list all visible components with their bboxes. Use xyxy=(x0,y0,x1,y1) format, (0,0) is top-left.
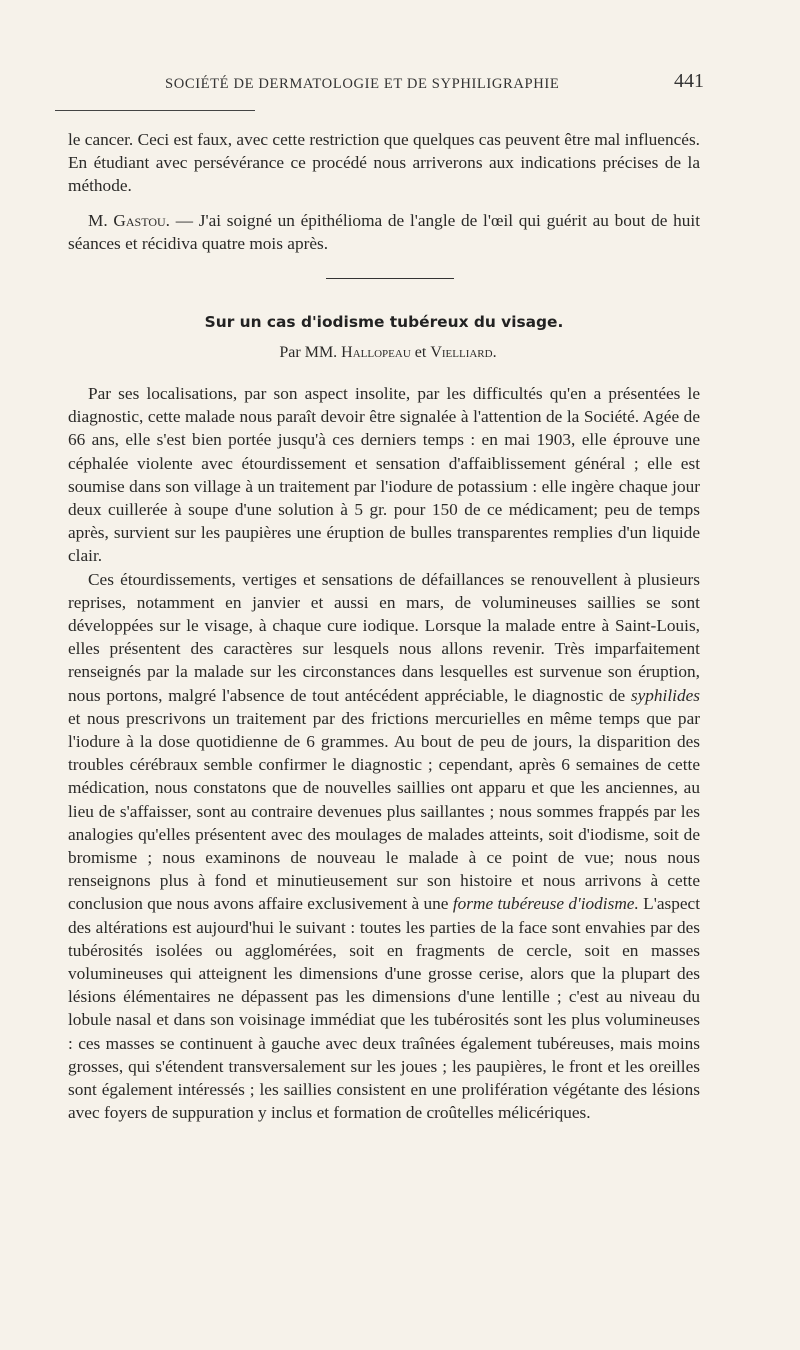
section-divider xyxy=(326,278,454,279)
italic-term-syphilides: syphilides xyxy=(630,685,700,705)
article-body xyxy=(68,382,700,1125)
paragraph-text: Ces étourdissements, vertiges et sensations de défaillances se renouvellent à plusieurs reprises, notamment en janvier et aussi en mars, de volumineuses saillies se sont développées sur le visage, à chaque cure iodique. Lorsque la malade entre à Saint-Louis, elles présentent des caractères sur lesquels nous allons revenir. Très imparfaitement renseignés par la malade sur les circonstances dans lesquelles est survenue son éruption, nous portons, malgré l'absence de tout antécédent appréciable, le diagnostic de xyxy=(68,569,700,705)
byline-end: . xyxy=(492,344,497,361)
paragraph-text xyxy=(68,209,700,255)
running-head xyxy=(125,70,710,96)
byline xyxy=(0,344,776,362)
paragraph-text: le cancer. Ceci est faux, avec cette restriction que quelques cas peuvent être mal influencés. En étudiant avec persévérance ce procédé nous arriverons aux indications précises de la méthode. xyxy=(68,130,700,196)
byline-and: et xyxy=(410,344,431,361)
header-rule xyxy=(55,110,255,111)
italic-term-iodisme: forme tubéreuse d'iodisme. xyxy=(452,894,639,914)
gastou-paragraph xyxy=(68,209,700,255)
article-paragraph-1: Par ses localisations, par son aspect insolite, par les difficultés qu'en a présentées le diagnostic, cette malade nous paraît devoir être signalée à l'attention de la Société. Agée de 66 ans, elle s'est bien portée jusqu'à ces derniers temps : en mai 1903, elle éprouve une céphalée violente avec étourdissement et sensation d'affaiblissement général ; elle est soumise dans son village à un traitement par l'iodure de potassium : elle ingère chaque jour deux cuillerée à soupe d'une solution à 5 gr. pour 150 de ce médicament; peu de temps après, survient sur les paupières une éruption de bulles transparentes remplies d'un liquide clair. xyxy=(68,384,700,566)
article-paragraph-2 xyxy=(68,568,700,1125)
author-vielliard: Vielliard xyxy=(430,344,493,361)
paragraph-text: et nous prescrivons un traitement par des frictions mercurielles en même temps que par l'iodure à la dose quotidienne de 6 grammes. Au bout de peu de jours, la disparition des troubles cérébraux semble confirmer le diagnostic ; cependant, après 6 semaines de cette médication, nous constatons que de nouvelles saillies ont apparu et que les anciennes, au lieu de s'affaisser, sont au contraire devenues plus saillantes ; nous sommes frappés par les analogies qu'elles présentent avec des moulages de malades atteints, soit d'iodisme, soit de bromisme ; nous examinons de nouveau le malade à ce point de vue; nous nous renseignons plus à fond et minutieusement sur son histoire et nous arrivons à cette conclusion que nous avons affaire exclusivement à une xyxy=(68,708,700,914)
author-hallopeau: Hallopeau xyxy=(341,344,411,361)
article-title: Sur un cas d'iodisme tubéreux du visage. xyxy=(204,313,564,331)
running-title: SOCIÉTÉ DE DERMATOLOGIE ET DE SYPHILIGRAPHIE xyxy=(165,76,560,92)
byline-prefix: Par MM. xyxy=(279,344,342,361)
page-number: 441 xyxy=(674,70,704,92)
continuation-paragraph xyxy=(68,128,700,198)
speaker-remark: — J'ai soigné un épithélioma de l'angle de l'œil qui guérit au bout de huit séances et récidiva quatre mois après. xyxy=(68,211,701,254)
speaker-name: M. Gastou. xyxy=(88,211,170,230)
paragraph-text: L'aspect des altérations est aujourd'hui le suivant : toutes les parties de la face sont envahies par des tubérosités isolées ou agglomérées, soit en fragments de cercle, soit en masses volumineuses qui atteignent les dimensions d'une grosse cerise, alors que la plupart des lésions élémentaires ne dépassent pas les dimensions d'une lentille ; c'est au niveau du lobule nasal et dans son voisinage immédiat que les tubérosités sont les plus volumineuses : ces masses se continuent à gauche avec deux traînées également tubéreuses, mais moins grosses, qui s'étendent transversalement sur les joues ; les paupières, le front et les oreilles sont également intéressés ; les saillies consistent en une prolifération végétante des lésions avec foyers de suppuration y inclus et formation de croûtelles mélicériques. xyxy=(68,894,700,1123)
